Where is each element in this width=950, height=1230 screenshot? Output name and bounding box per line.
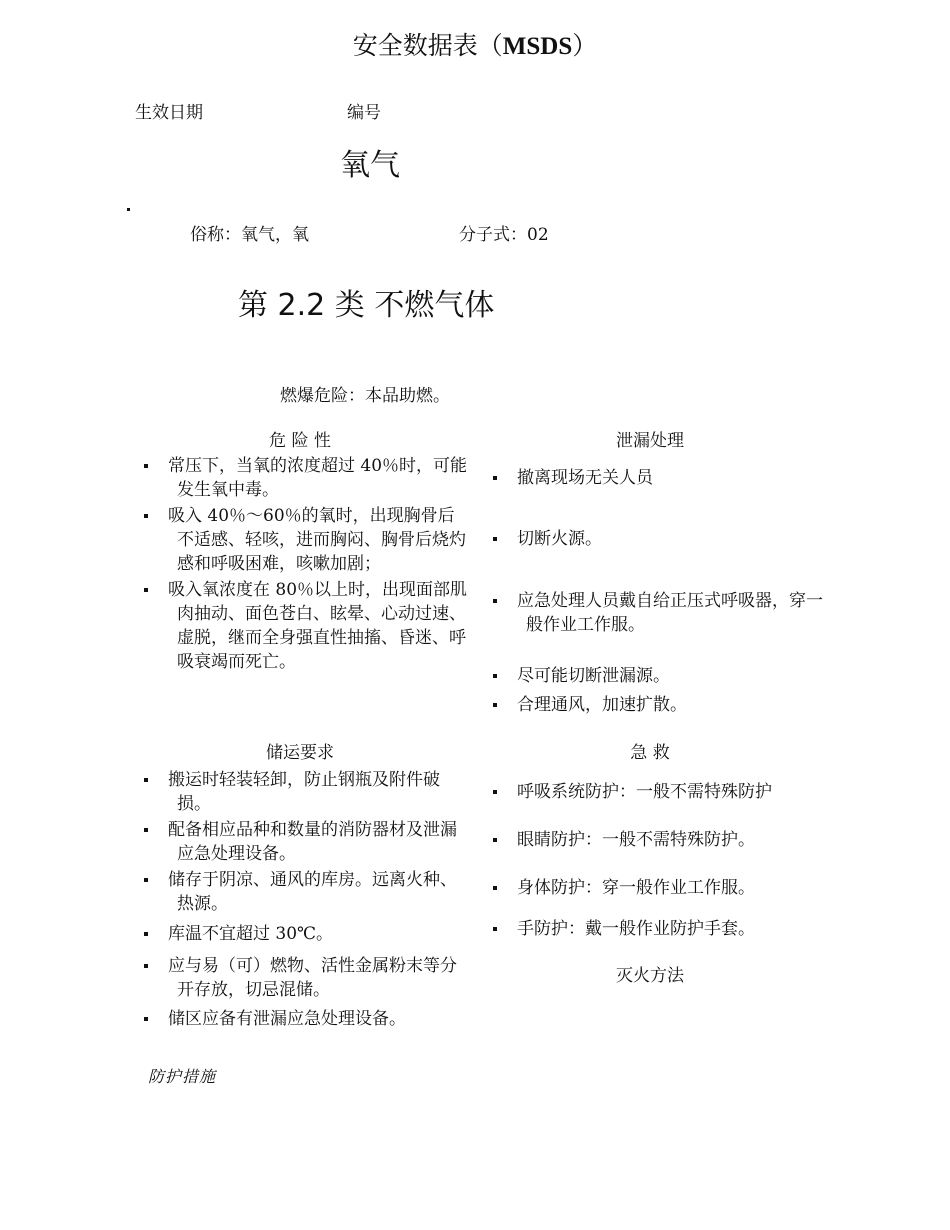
number-label: 编号 [347, 103, 381, 123]
hazards-heading: 危 险 性 [269, 431, 331, 451]
list-item: 储区应备有泄漏应急处理设备。 [168, 1007, 468, 1031]
list-item: 呼吸系统防护：一般不需特殊防护 [517, 780, 827, 804]
substance-name: 氧气 [340, 148, 400, 183]
hazards-list [168, 454, 468, 674]
bullet-mark [127, 208, 130, 211]
handwritten-note: 防护措施 [148, 1067, 217, 1086]
list-item: 应急处理人员戴自给正压式呼吸器，穿一般作业工作服。 [517, 589, 827, 637]
leak-list [517, 466, 827, 717]
list-item: 吸入氧浓度在 80％以上时，出现面部肌肉抽动、面色苍白、眩晕、心动过速、虚脱，继而全身强直性抽搐、昏迷、呼吸衰竭而死亡。 [168, 580, 468, 672]
fire-hazard: 燃爆危险：本品助燃。 [280, 386, 450, 406]
list-item: 库温不宜超过 30℃。 [168, 922, 468, 946]
list-item: 手防护：戴一般作业防护手套。 [517, 917, 827, 941]
leak-heading: 泄漏处理 [616, 431, 684, 451]
storage-list [168, 768, 468, 1031]
common-name: 俗称：氧气，氧 [190, 225, 309, 245]
list-item: 常压下，当氧的浓度超过 40％时，可能发生氧中毒。 [168, 456, 468, 500]
list-item: 尽可能切断泄漏源。 [517, 664, 827, 688]
list-item: 切断火源。 [517, 527, 827, 551]
effective-date-label: 生效日期 [135, 103, 203, 123]
first-aid-list [517, 780, 827, 941]
list-item: 合理通风，加速扩散。 [517, 693, 827, 717]
document-title: 安全数据表（MSDS） [352, 31, 598, 60]
list-item: 储存于阴凉、通风的库房。远离火种、热源。 [168, 868, 468, 916]
list-item: 配备相应品种和数量的消防器材及泄漏应急处理设备。 [168, 818, 468, 866]
list-item: 搬运时轻装轻卸，防止钢瓶及附件破损。 [168, 768, 468, 816]
storage-heading: 储运要求 [266, 743, 334, 763]
list-item: 眼睛防护：一般不需特殊防护。 [517, 828, 827, 852]
hazard-class: 第 2.2 类 不燃气体 [238, 288, 495, 323]
list-item: 吸入 40％～60％的氧时，出现胸骨后不适感、轻咳，进而胸闷、胸骨后烧灼感和呼吸困难，咳嗽加剧； [168, 506, 466, 574]
molecular-formula: 分子式：02 [459, 225, 549, 245]
fire-fighting-heading: 灭火方法 [616, 966, 684, 986]
list-item: 撤离现场无关人员 [517, 466, 827, 490]
first-aid-heading: 急 救 [630, 743, 670, 763]
list-item: 应与易（可）燃物、活性金属粉末等分开存放，切忌混储。 [168, 954, 468, 1002]
list-item: 身体防护：穿一般作业工作服。 [517, 876, 827, 900]
